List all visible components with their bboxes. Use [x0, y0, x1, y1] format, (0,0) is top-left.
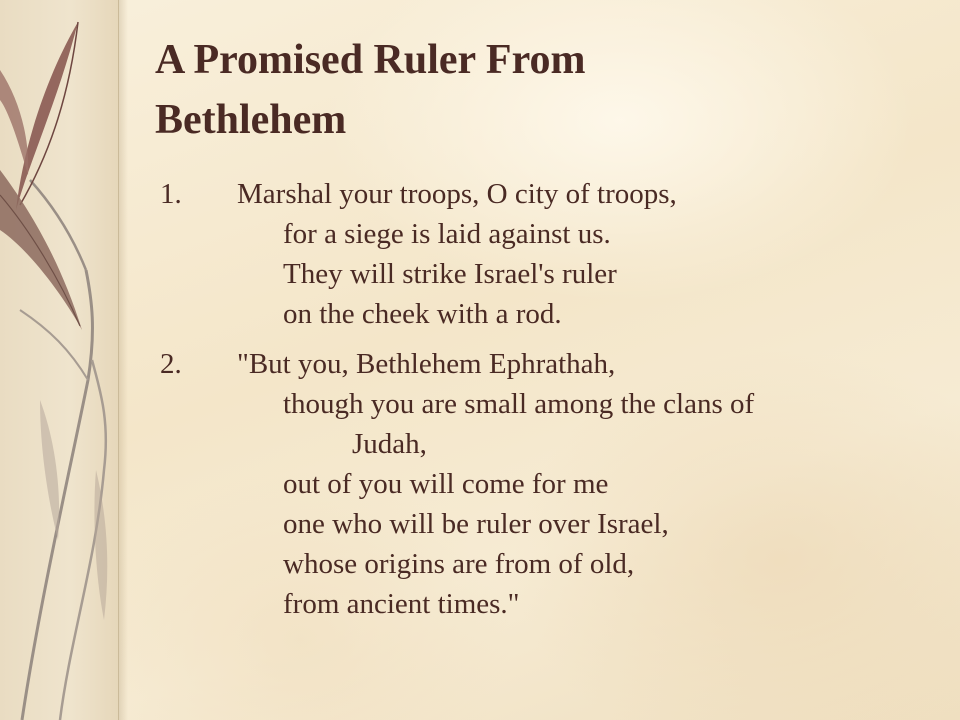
- verse-line: on the cheek with a rod.: [283, 298, 562, 330]
- list-item: [160, 174, 920, 334]
- item-number: 2.: [160, 348, 182, 380]
- verse-line: for a siege is laid against us.: [283, 218, 611, 250]
- verse-line: from ancient times.": [283, 588, 520, 620]
- scripture-list: [160, 174, 920, 634]
- verse-line: "But you, Bethlehem Ephrathah,: [237, 348, 616, 380]
- verse-line: out of you will come for me: [283, 468, 609, 500]
- list-item: [160, 344, 920, 624]
- item-number: 1.: [160, 178, 182, 210]
- verse-line: though you are small among the clans of: [283, 388, 755, 420]
- verse-line: one who will be ruler over Israel,: [283, 508, 669, 540]
- verse-line: whose origins are from of old,: [283, 548, 635, 580]
- verse-line: Judah,: [352, 428, 427, 460]
- leaf-branch-icon: [0, 0, 130, 720]
- verse-line: Marshal your troops, O city of troops,: [237, 178, 677, 210]
- page-title: [155, 30, 855, 150]
- verse-line: They will strike Israel's ruler: [283, 258, 617, 290]
- title-line: Bethlehem: [155, 97, 347, 143]
- title-line: A Promised Ruler From: [155, 37, 586, 83]
